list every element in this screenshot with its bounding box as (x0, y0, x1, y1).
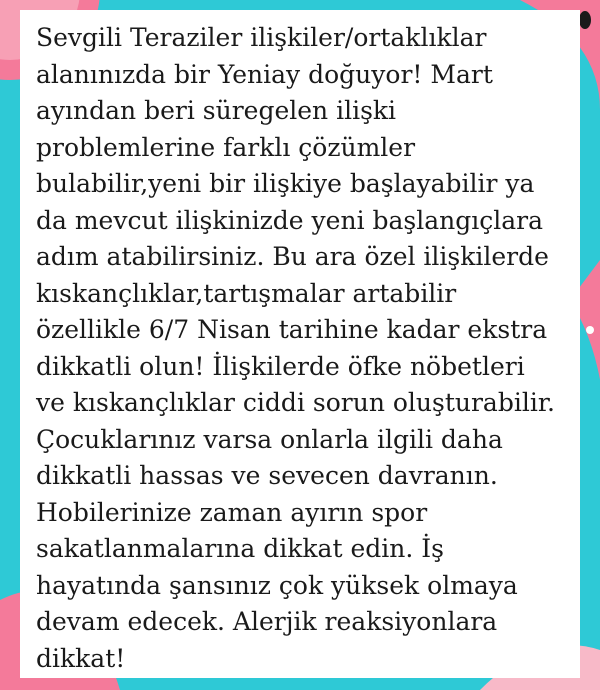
post-text-line: alanınızda bir Yeniay doğuyor! Mart (36, 59, 493, 89)
post-text-line: dikkatli hassas ve sevecen davranın. (36, 461, 498, 490)
post-text-line: dikkatli olun! İlişkilerde öfke nöbetleri (36, 351, 525, 381)
post-text-line: adım atabilirsiniz. Bu ara özel ilişkilerde (36, 242, 549, 271)
post-text-line: bulabilir,yeni bir ilişkiye başlayabilir ya (36, 169, 535, 198)
post-text-line: devam edecek. Alerjik reaksiyonlara (36, 607, 498, 636)
post-text-line: sakatlanmalarına dikkat edin. İş (36, 534, 444, 563)
post-text-line: dikkat! (36, 643, 126, 673)
post-text-line: problemlerine farklı çözümler (36, 132, 416, 162)
post-text-line: ve kıskançlıklar ciddi sorun oluşturabilir. (36, 388, 555, 417)
post-text-line: kıskançlıklar,tartışmalar artabilir (36, 278, 457, 308)
text-card (20, 10, 580, 678)
post-text-line: hayatında şansınız çok yüksek olmaya (36, 570, 518, 600)
post-text-line: özellikle 6/7 Nisan tarihine kadar ekstra (36, 315, 548, 344)
post-text-line: Sevgili Teraziler ilişkiler/ortaklıklar (36, 23, 487, 52)
post-text-line: ayından beri süregelen ilişki (36, 96, 397, 125)
post-text-line: Hobilerinize zaman ayırın spor (36, 497, 428, 527)
post-text-line: da mevcut ilişkinizde yeni başlangıçlara (36, 205, 544, 235)
post-text-line: Çocuklarınız varsa onlarla ilgili daha (36, 424, 503, 454)
